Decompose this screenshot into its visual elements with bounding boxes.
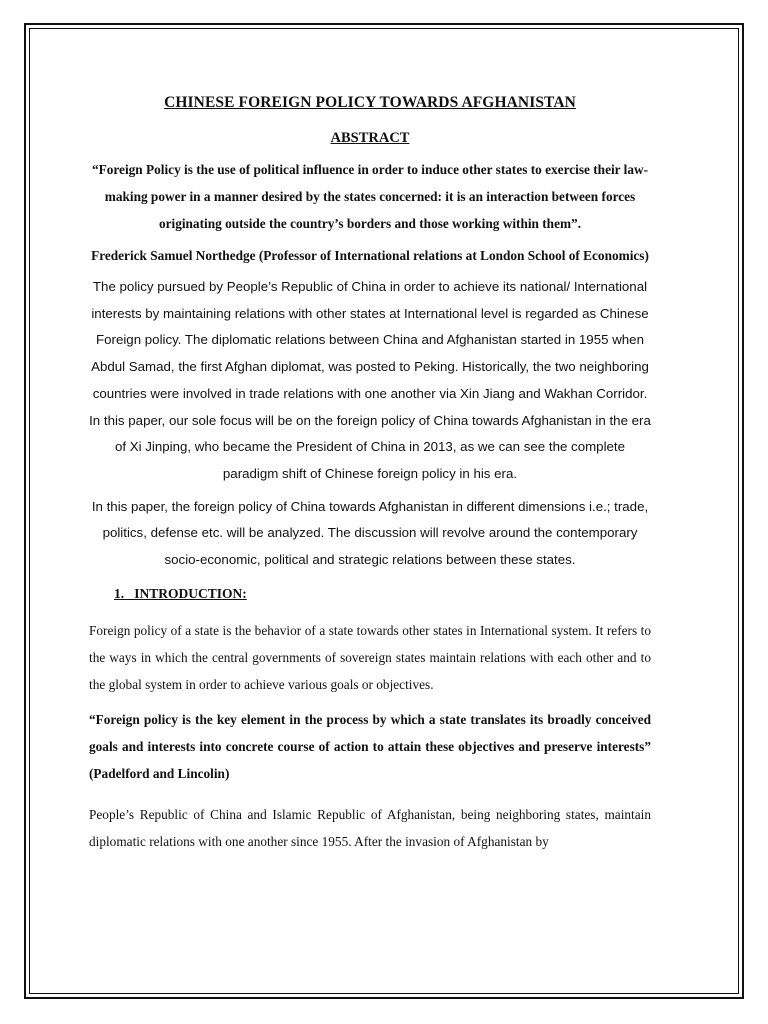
intro-paragraph-1: Foreign policy of a state is the behavior of a state towards other states in International system. It refers to the ways in which the central governments of sovereign states maintain relations with each other and to the global system in order to achieve various goals or objectives. <box>89 622 651 692</box>
quote-attribution: Frederick Samuel Northedge (Professor of International relations at London School of Economics) <box>91 248 649 263</box>
intro-quote: “Foreign policy is the key element in the process by which a state translates its broadly conceived goals and interests into concrete course of action to attain these objectives and preserve interests” (Padelford and Lincolin) <box>89 711 651 781</box>
abstract-paragraph-1: The policy pursued by People’s Republic of China in order to achieve its national/ International interests by maintaining relations with other states at International level is regarded as Chinese Foreign policy. The diplomatic relations between China and Afghanistan started in 1955 when Abdul Samad, the first Afghan diplomat, was posted to Peking. Historically, the two neighboring countries were involved in trade relations with one another via Xin Jiang and Wakhan Corridor. In this paper, our sole focus will be on the foreign policy of China towards Afghanistan in the era of Xi Jinping, who became the President of China in 2013, as we can see the complete paradigm shift of Chinese foreign policy in his era. <box>89 279 651 481</box>
document-content <box>89 92 651 855</box>
abstract-heading: ABSTRACT <box>330 130 410 146</box>
document-title: CHINESE FOREIGN POLICY TOWARDS AFGHANISTAN <box>164 94 576 111</box>
section-heading-introduction: 1. INTRODUCTION: <box>114 585 247 601</box>
abstract-quote: “Foreign Policy is the use of political influence in order to induce other states to exercise their law-making power in a manner desired by the states concerned: it is an interaction between forces originating outside the country’s borders and those working within them”. <box>91 162 649 231</box>
abstract-paragraph-2: In this paper, the foreign policy of China towards Afghanistan in different dimensions i.e.; trade, politics, defense etc. will be analyzed. The discussion will revolve around the contemporary socio-economic, political and strategic relations between these states. <box>91 498 649 568</box>
intro-paragraph-2: People’s Republic of China and Islamic Republic of Afghanistan, being neighboring states, maintain diplomatic relations with one another since 1955. After the invasion of Afghanistan by <box>89 806 651 849</box>
